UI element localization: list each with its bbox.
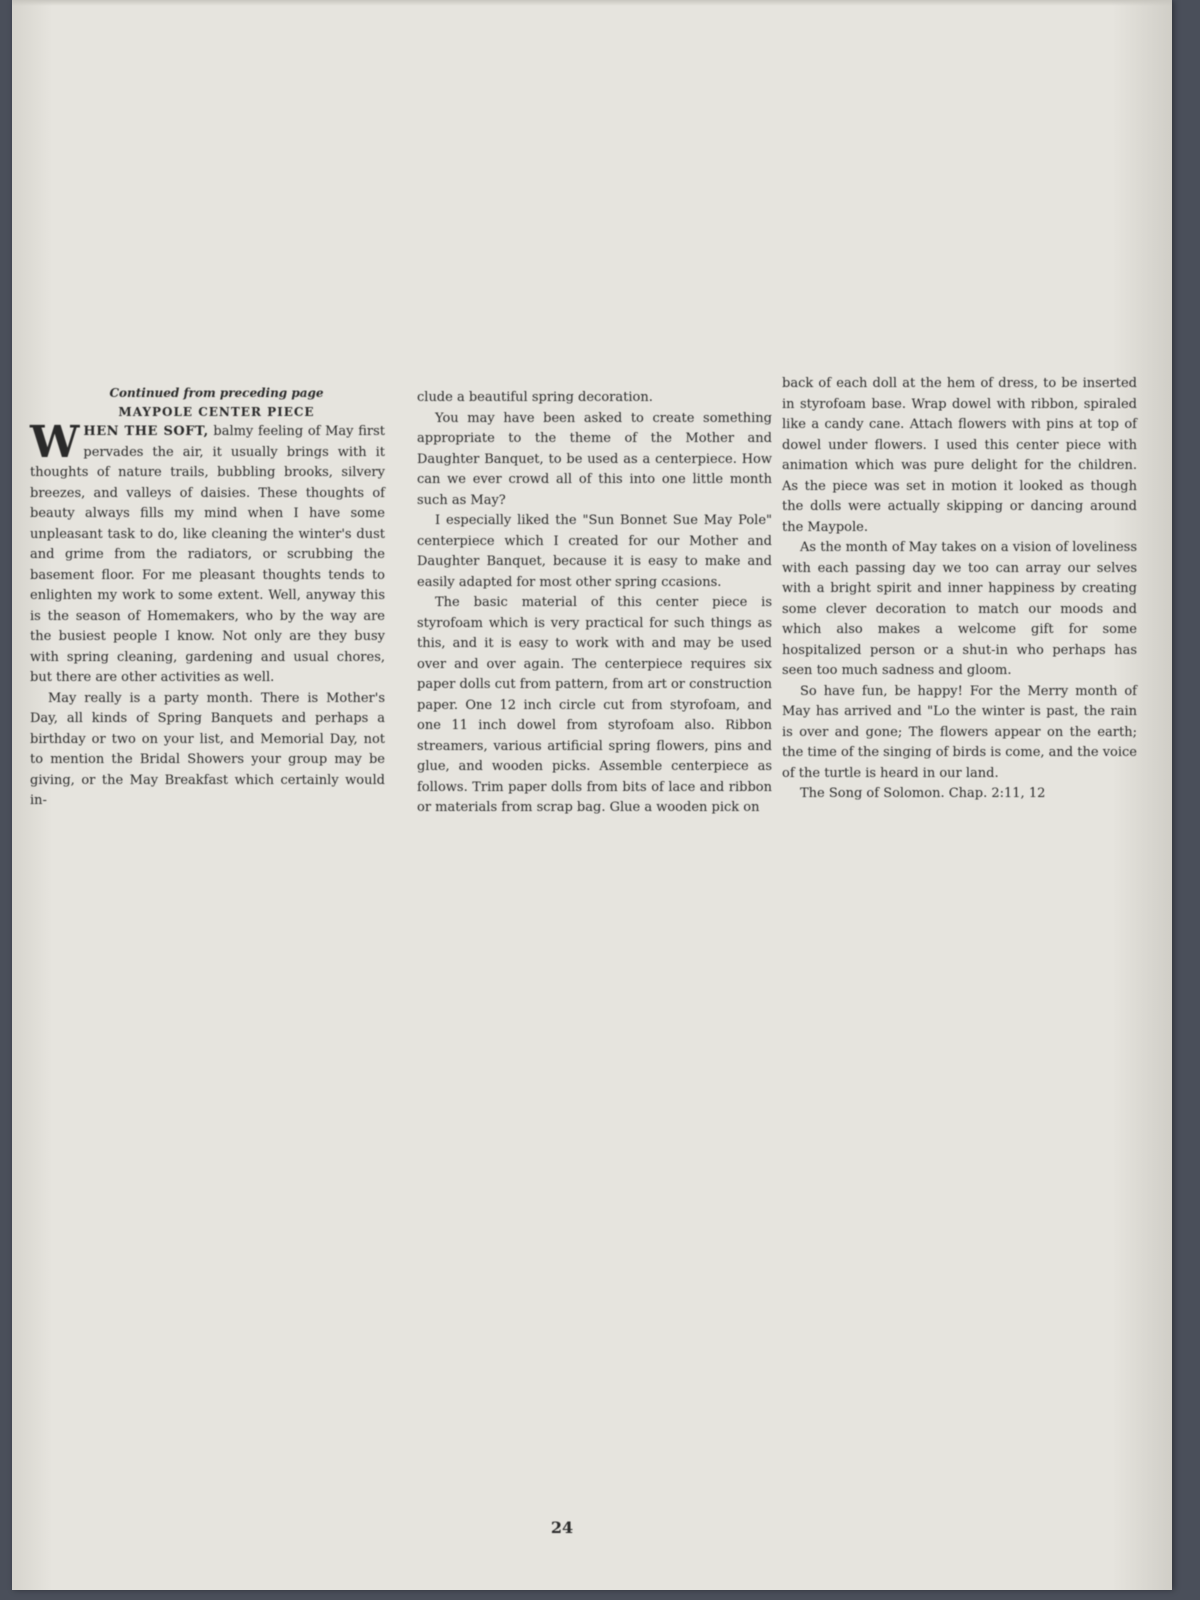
article-heading: MAYPOLE CENTER PIECE: [118, 405, 315, 419]
article-column-3: [782, 374, 1137, 805]
paragraph: You may have been asked to create something appropriate to the theme of the Mother and Daughter Banquet, to be used as a centerpiece. How can we ever crowd all of this into one little month such as May?: [417, 410, 772, 508]
lead-in-caps: HEN THE SOFT,: [83, 424, 209, 439]
paragraph: back of each doll at the hem of dress, to be inserted in styrofoam base. Wrap dowel with ribbon, spiraled like a candy cane. Attach flowers with pins at top of dowel under flowers. I used this center piece with animation which was pure delight for the children. As the piece was set in motion it looked as though the dolls were actually skipping or dancing around the Maypole.: [782, 376, 1137, 535]
paragraph: I especially liked the "Sun Bonnet Sue May Pole" centerpiece which I created for our Mother and Daughter Banquet, because it is easy to make and easily adapted for most other spring ccasions.: [417, 513, 772, 590]
paragraph-text: balmy feeling of May first pervades the air, it usually brings with it thoughts of nature trails, bubbling brooks, silvery breezes, and valleys of daisies. These thoughts of beauty always fills my mind when I have some unpleasant task to do, like cleaning the winter's dust and grime from the radiators, or scrubbing the basement floor. For me pleasant thoughts tends to enlighten my work to some extent. Well, anyway this is the season of Homemakers, who by the way are the busiest people I know. Not only are they busy with spring cleaning, gardening and usual chores, but there are other activities as well.: [30, 424, 385, 685]
continued-note: Continued from preceding page: [109, 386, 324, 400]
quote-attribution: The Song of Solomon. Chap. 2:11, 12: [800, 786, 1046, 801]
paragraph: May really is a party month. There is Mother's Day, all kinds of Spring Banquets and perhaps a birthday or two on your list, and Memorial Day, not to mention the Bridal Showers your group may be giving, or the May Breakfast which certainly would in-: [30, 690, 385, 808]
paragraph: As the month of May takes on a vision of loveliness with each passing day we too can array our selves with a bright spirit and inner happiness by creating some clever decoration to match our moods and which also makes a welcome gift for some hospitalized person or a shut-in who perhaps has seen too much sadness and gloom.: [782, 540, 1137, 678]
paragraph: The basic material of this center piece is styrofoam which is very practical for such things as this, and it is easy to work with and may be used over and over again. The centerpiece requires six paper dolls cut from pattern, from art or construction paper. One 12 inch circle cut from styrofoam, and one 11 inch dowel from styrofoam also. Ribbon streamers, various artificial spring flowers, pins and glue, and wooden picks. Assemble centerpiece as follows. Trim paper dolls from bits of lace and ribbon or materials from scrap bag. Glue a wooden pick on: [417, 595, 772, 815]
magazine-page: [12, 0, 1172, 1590]
paragraph-intro: [30, 417, 385, 689]
paragraph: clude a beautiful spring decoration.: [417, 390, 653, 405]
article-column-2: [417, 388, 772, 819]
page-number: 24: [550, 1518, 574, 1537]
article-column-1: [30, 384, 385, 812]
page-edge-shadow: [12, 0, 1172, 6]
article-maypole-center-piece: [30, 376, 1160, 1004]
drop-cap: W: [30, 417, 80, 468]
paragraph: So have fun, be happy! For the Merry month of May has arrived and "Lo the winter is past, the rain is over and gone; The flowers appear on the earth; the time of the singing of birds is come, and the voice of the turtle is heard in our land.: [782, 683, 1137, 781]
